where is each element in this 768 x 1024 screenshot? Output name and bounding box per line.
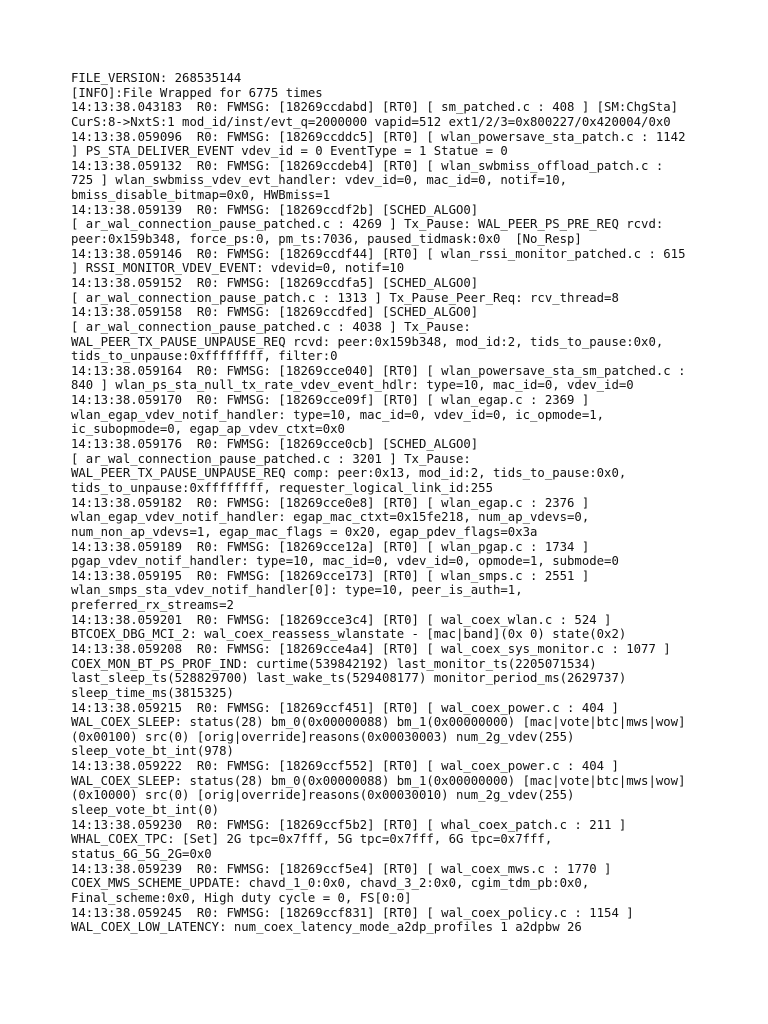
log-line: 14:13:38.059132 R0: FWMSG: [18269ccdeb4] [RT0] [ wlan_swbmiss_offload_patch.c : — [71, 158, 664, 173]
log-line: tids_to_unpause:0xffffffff, requester_logical_link_id:255 — [71, 480, 493, 495]
log-line: 14:13:38.059215 R0: FWMSG: [18269ccf451] [RT0] [ wal_coex_power.c : 404 ] — [71, 700, 619, 715]
log-line: WAL_COEX_SLEEP: status(28) bm_0(0x00000088) bm_1(0x00000000) [mac|vote|btc|mws|wow] — [71, 773, 686, 788]
log-line: preferred_rx_streams=2 — [71, 598, 234, 613]
log-line: WAL_PEER_TX_PAUSE_UNPAUSE_REQ comp: peer:0x13, mod_id:2, tids_to_pause:0x0, — [71, 466, 627, 481]
log-line: 14:13:38.059222 R0: FWMSG: [18269ccf552] [RT0] [ wal_coex_power.c : 404 ] — [71, 759, 619, 774]
log-line: ] PS_STA_DELIVER_EVENT vdev_id = 0 EventType = 1 Statue = 0 — [71, 144, 508, 159]
log-line: [ ar_wal_connection_pause_patched.c : 4038 ] Tx_Pause: — [71, 319, 471, 334]
log-text-block — [71, 71, 711, 935]
log-line: last_sleep_ts(528829700) last_wake_ts(529408177) monitor_period_ms(2629737) — [71, 671, 627, 686]
log-line: 14:13:38.059182 R0: FWMSG: [18269cce0e8] [RT0] [ wlan_egap.c : 2376 ] — [71, 495, 590, 510]
log-line: WAL_PEER_TX_PAUSE_UNPAUSE_REQ rcvd: peer:0x159b348, mod_id:2, tids_to_pause:0x0, — [71, 334, 664, 349]
log-line: 14:13:38.059208 R0: FWMSG: [18269cce4a4] [RT0] [ wal_coex_sys_monitor.c : 1077 ] — [71, 641, 671, 656]
log-line: 14:13:38.059146 R0: FWMSG: [18269ccdf44] [RT0] [ wlan_rssi_monitor_patched.c : 615 — [71, 246, 686, 261]
log-line: 14:13:38.043183 R0: FWMSG: [18269ccdabd] [RT0] [ sm_patched.c : 408 ] [SM:ChgSta] — [71, 100, 679, 115]
log-line: BTCOEX_DBG_MCI_2: wal_coex_reassess_wlanstate - [mac|band](0x 0) state(0x2) — [71, 627, 627, 642]
log-line: 725 ] wlan_swbmiss_vdev_evt_handler: vdev_id=0, mac_id=0, notif=10, — [71, 173, 568, 188]
log-line: (0x10000) src(0) [orig|override]reasons(0x00030010) num_2g_vdev(255) — [71, 788, 575, 803]
log-line: WAL_COEX_LOW_LATENCY: num_coex_latency_mode_a2dp_profiles 1 a2dpbw 26 — [71, 920, 582, 935]
log-line: 14:13:38.059170 R0: FWMSG: [18269cce09f] [RT0] [ wlan_egap.c : 2369 ] — [71, 393, 590, 408]
log-line: 14:13:38.059176 R0: FWMSG: [18269cce0cb] [SCHED_ALGO0] — [71, 437, 479, 452]
log-line: [INFO]:File Wrapped for 6775 times — [71, 85, 323, 100]
log-line: sleep_vote_bt_int(978) — [71, 744, 234, 759]
log-line: 14:13:38.059096 R0: FWMSG: [18269ccddc5] [RT0] [ wlan_powersave_sta_patch.c : 1142 — [71, 129, 686, 144]
log-line: COEX_MON_BT_PS_PROF_IND: curtime(539842192) last_monitor_ts(2205071534) — [71, 656, 597, 671]
log-line: 14:13:38.059139 R0: FWMSG: [18269ccdf2b] [SCHED_ALGO0] — [71, 202, 479, 217]
log-line: COEX_MWS_SCHEME_UPDATE: chavd_1_0:0x0, chavd_3_2:0x0, cgim_tdm_pb:0x0, — [71, 876, 590, 891]
log-line: 14:13:38.059245 R0: FWMSG: [18269ccf831] [RT0] [ wal_coex_policy.c : 1154 ] — [71, 905, 634, 920]
log-line: 14:13:38.059239 R0: FWMSG: [18269ccf5e4] [RT0] [ wal_coex_mws.c : 1770 ] — [71, 861, 612, 876]
log-line: WAL_COEX_SLEEP: status(28) bm_0(0x00000088) bm_1(0x00000000) [mac|vote|btc|mws|wow] — [71, 715, 686, 730]
log-line: 840 ] wlan_ps_sta_null_tx_rate_vdev_event_hdlr: type=10, mac_id=0, vdev_id=0 — [71, 378, 634, 393]
log-line: wlan_egap_vdev_notif_handler: type=10, mac_id=0, vdev_id=0, ic_opmode=1, — [71, 407, 605, 422]
log-line: wlan_smps_sta_vdev_notif_handler[0]: type=10, peer_is_auth=1, — [71, 583, 523, 598]
log-line: (0x00100) src(0) [orig|override]reasons(0x00030003) num_2g_vdev(255) — [71, 729, 575, 744]
log-line: wlan_egap_vdev_notif_handler: egap_mac_ctxt=0x15fe218, num_ap_vdevs=0, — [71, 510, 590, 525]
log-line: 14:13:38.059158 R0: FWMSG: [18269ccdfed] [SCHED_ALGO0] — [71, 305, 479, 320]
log-line: tids_to_unpause:0xffffffff, filter:0 — [71, 349, 338, 364]
log-line: sleep_time_ms(3815325) — [71, 685, 234, 700]
log-line: bmiss_disable_bitmap=0x0, HWBmiss=1 — [71, 188, 331, 203]
log-line: WHAL_COEX_TPC: [Set] 2G tpc=0x7fff, 5G tpc=0x7fff, 6G tpc=0x7fff, — [71, 832, 553, 847]
log-line: sleep_vote_bt_int(0) — [71, 803, 220, 818]
log-line: 14:13:38.059164 R0: FWMSG: [18269cce040] [RT0] [ wlan_powersave_sta_sm_patched.c : — [71, 363, 686, 378]
log-line: status_6G_5G_2G=0x0 — [71, 846, 212, 861]
log-line: 14:13:38.059152 R0: FWMSG: [18269ccdfa5] [SCHED_ALGO0] — [71, 275, 479, 290]
log-line: num_non_ap_vdevs=1, egap_mac_flags = 0x20, egap_pdev_flags=0x3a — [71, 524, 538, 539]
log-line: CurS:8->NxtS:1 mod_id/inst/evt_q=2000000 vapid=512 ext1/2/3=0x800227/0x420004/0x0 — [71, 114, 671, 129]
log-line: ic_subopmode=0, egap_ap_vdev_ctxt=0x0 — [71, 422, 345, 437]
log-line: 14:13:38.059230 R0: FWMSG: [18269ccf5b2] [RT0] [ whal_coex_patch.c : 211 ] — [71, 817, 627, 832]
log-line: 14:13:38.059201 R0: FWMSG: [18269cce3c4] [RT0] [ wal_coex_wlan.c : 524 ] — [71, 612, 612, 627]
log-line: 14:13:38.059189 R0: FWMSG: [18269cce12a] [RT0] [ wlan_pgap.c : 1734 ] — [71, 539, 590, 554]
log-line: FILE_VERSION: 268535144 — [71, 71, 242, 85]
log-line: ] RSSI_MONITOR_VDEV_EVENT: vdevid=0, notif=10 — [71, 261, 405, 276]
log-line: [ ar_wal_connection_pause_patched.c : 3201 ] Tx_Pause: — [71, 451, 471, 466]
log-line: [ ar_wal_connection_pause_patch.c : 1313 ] Tx_Pause_Peer_Req: rcv_thread=8 — [71, 290, 619, 305]
log-line: 14:13:38.059195 R0: FWMSG: [18269cce173] [RT0] [ wlan_smps.c : 2551 ] — [71, 568, 590, 583]
log-line: Final_scheme:0x0, High duty cycle = 0, FS[0:0] — [71, 890, 412, 905]
log-line: peer:0x159b348, force_ps:0, pm_ts:7036, paused_tidmask:0x0 [No_Resp] — [71, 232, 582, 247]
log-line: [ ar_wal_connection_pause_patched.c : 4269 ] Tx_Pause: WAL_PEER_PS_PRE_REQ rcvd: — [71, 217, 664, 232]
log-line: pgap_vdev_notif_handler: type=10, mac_id=0, vdev_id=0, opmode=1, submode=0 — [71, 554, 619, 569]
